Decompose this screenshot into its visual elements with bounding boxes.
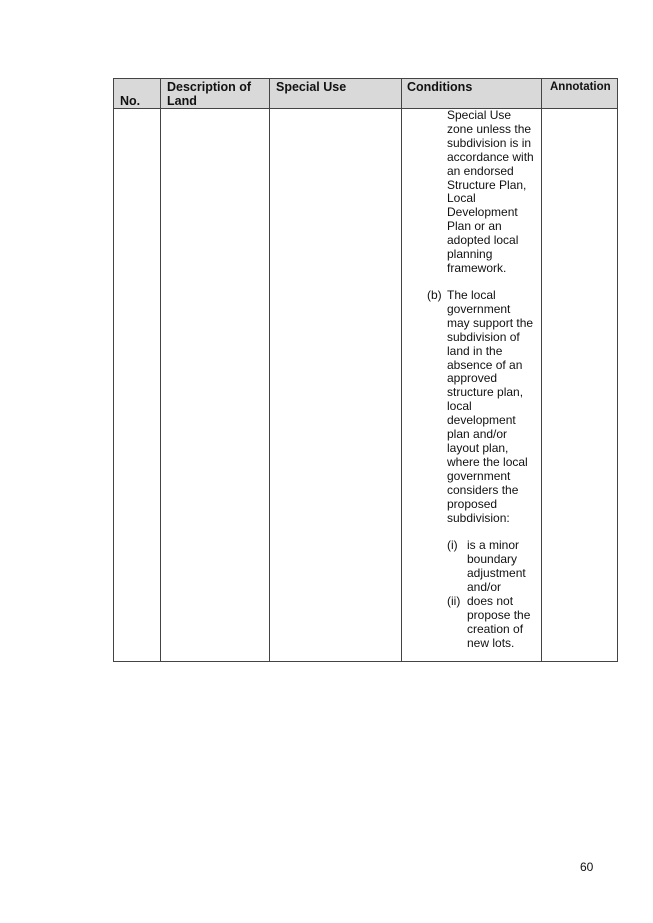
text-line: structure plan, (447, 385, 524, 400)
column-divider (269, 79, 270, 661)
column-divider (160, 79, 161, 661)
text-line: where the local (447, 454, 528, 469)
text-line: new lots. (467, 635, 515, 650)
text-line: framework. (447, 260, 507, 275)
text-line: adjustment (467, 565, 526, 580)
text-line: considers the (447, 482, 519, 497)
text-line: Plan or an (447, 219, 502, 234)
header-description-line2: Land (167, 94, 197, 108)
text-line: local (447, 399, 472, 414)
conditions-continuation (447, 109, 534, 276)
header-conditions: Conditions (407, 80, 473, 94)
text-line: development (447, 413, 516, 428)
text-line: does not (467, 594, 514, 608)
text-line: creation of (467, 621, 524, 636)
text-line: subdivision of (447, 329, 520, 344)
header-special-use: Special Use (276, 80, 347, 94)
special-use-table (113, 78, 618, 662)
sub-item-ii-label: (ii) (447, 594, 461, 608)
column-divider (541, 79, 542, 661)
text-line: plan and/or (447, 427, 508, 442)
column-divider (401, 79, 402, 661)
header-no: No. (120, 94, 141, 108)
text-line: boundary (467, 551, 518, 566)
text-line: subdivision: (447, 510, 510, 525)
item-b-label: (b) (427, 288, 442, 302)
header-description-line1: Description of (167, 80, 252, 94)
text-line: is a minor (467, 538, 520, 552)
text-line: and/or (467, 579, 502, 594)
text-line: an endorsed (447, 163, 514, 178)
text-line: absence of an (447, 357, 523, 372)
text-line: Local (447, 191, 476, 206)
sub-item-ii-text (467, 595, 530, 651)
text-line: propose the (467, 607, 531, 622)
text-line: The local (447, 288, 496, 302)
text-line: Development (447, 205, 518, 220)
text-line: accordance with (447, 149, 534, 164)
text-line: subdivision is in (447, 135, 532, 150)
text-line: planning (447, 247, 493, 262)
text-line: approved (447, 371, 498, 386)
text-line: adopted local (447, 233, 519, 248)
item-b-text (447, 289, 533, 525)
text-line: layout plan, (447, 440, 509, 455)
text-line: proposed (447, 496, 498, 511)
text-line: may support the (447, 315, 534, 330)
sub-item-i-label: (i) (447, 538, 458, 552)
text-line: land in the (447, 343, 503, 358)
text-line: government (447, 468, 511, 483)
sub-item-i-text (467, 539, 526, 595)
text-line: Structure Plan, (447, 177, 527, 192)
header-annotation: Annotation (550, 81, 611, 93)
text-line: Special Use (447, 108, 512, 122)
header-description (167, 80, 251, 108)
text-line: government (447, 301, 511, 316)
page-number: 60 (580, 860, 594, 874)
text-line: zone unless the (447, 121, 532, 136)
